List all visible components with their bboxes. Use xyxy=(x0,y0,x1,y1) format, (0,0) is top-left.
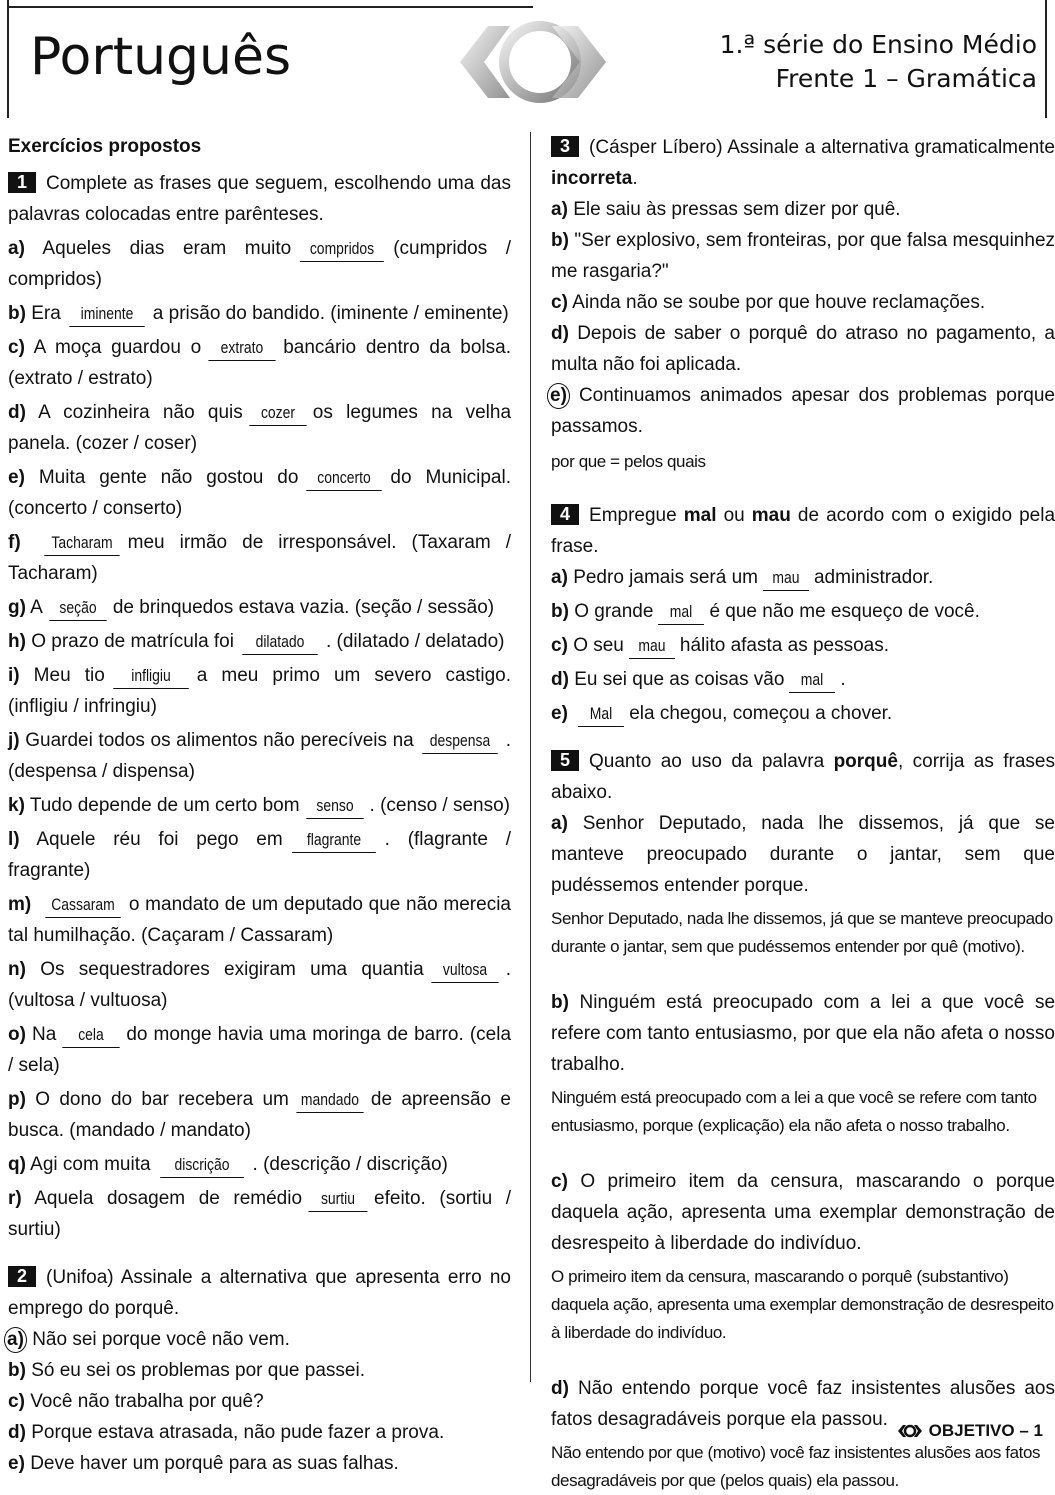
item-label: i) xyxy=(8,665,20,686)
item-text-after: . (flagrante / fragrante) xyxy=(8,829,511,881)
answer-blank: infligiu xyxy=(113,664,188,689)
item-label: d) xyxy=(551,1378,569,1399)
correction-item xyxy=(551,808,1055,901)
page-footer xyxy=(897,1420,1043,1442)
question-5-prompt: 5 Quanto ao uso da palavra porquê, corrija as frases abaixo. xyxy=(551,750,1055,803)
item-text-after: . xyxy=(840,669,846,690)
question-1-prompt: 1 Complete as frases que seguem, escolhendo uma das palavras colocadas entre parênteses. xyxy=(8,172,511,225)
item-text-after: de brinquedos estava vazia. (seção / sessão) xyxy=(112,597,495,618)
item-label: c) xyxy=(8,337,25,358)
item-text-before: Tudo depende de um certo bom xyxy=(29,795,300,816)
answer-blank: surtiu xyxy=(309,1187,368,1212)
fill-in-item xyxy=(8,332,511,394)
item-text: Não entendo porque você faz insistentes alusões aos fatos desagradáveis porque ela passou. xyxy=(551,1378,1055,1430)
item-text-before: Agi com muita xyxy=(30,1154,151,1175)
question-2-prompt: 2 (Unifoa) Assinale a alternativa que apresenta erro no emprego do porquê. xyxy=(8,1266,511,1319)
item-text-after: a meu primo um severo castigo. (infligiu / infringiu) xyxy=(8,665,511,717)
item-text-after: bancário dentro da bolsa. (extrato / estrato) xyxy=(8,337,512,389)
item-label: a) xyxy=(8,238,25,259)
option-label: a) xyxy=(551,199,568,220)
option-item xyxy=(551,194,1055,225)
option-label: d) xyxy=(8,1422,26,1443)
correction-item xyxy=(551,987,1055,1080)
item-text-after: . (dilatado / delatado) xyxy=(325,631,505,652)
fill-in-item xyxy=(551,630,1055,661)
fill-in-item xyxy=(8,233,511,295)
page-header xyxy=(0,0,1055,122)
option-item xyxy=(8,1324,511,1355)
front-label: Frente 1 – Gramática xyxy=(775,64,1037,93)
item-text-after: efeito. (sortiu / surtiu) xyxy=(8,1188,511,1240)
option-item xyxy=(8,1355,511,1386)
option-text: Você não trabalha por quê? xyxy=(30,1391,264,1412)
item-label: j) xyxy=(8,730,20,751)
answer-blank: cozer xyxy=(249,401,306,426)
answer-blank: Mal xyxy=(578,702,624,727)
item-text-after: administrador. xyxy=(813,567,934,588)
option-text: Não sei porque você não vem. xyxy=(32,1329,290,1350)
item-label: b) xyxy=(551,992,569,1013)
answer-blank: despensa xyxy=(422,729,497,754)
header-right-border xyxy=(1045,0,1047,118)
right-column xyxy=(551,132,1055,1495)
fill-in-item xyxy=(8,660,511,722)
column-divider xyxy=(530,132,531,1382)
subject-title: Português xyxy=(30,27,292,87)
item-label: b) xyxy=(8,303,26,324)
item-label: m) xyxy=(8,894,32,915)
answer-blank: Cassaram xyxy=(45,893,120,918)
option-label: e) xyxy=(8,1453,25,1474)
handwritten-answer: Ninguém está preocupado com a lei a que você se refere com tanto entusiasmo, porque (explicação) ela não afeta o nosso trabalho. xyxy=(551,1088,1037,1135)
item-text-before: Aquele réu foi pego em xyxy=(36,829,283,850)
answer-blank: mau xyxy=(629,634,675,659)
answer-blank: dilatado xyxy=(242,630,317,655)
option-item xyxy=(551,225,1055,287)
question-number: 5 xyxy=(551,750,579,771)
item-label: e) xyxy=(8,467,25,488)
item-text-after: (cumpridos / compridos) xyxy=(8,238,512,290)
item-label: a) xyxy=(551,813,568,834)
option-item xyxy=(8,1417,511,1448)
answer-blank: iminente xyxy=(69,302,144,327)
answer-blank: Tacharam xyxy=(44,531,119,556)
item-label: d) xyxy=(8,402,26,423)
option-text: Ele saiu às pressas sem dizer por quê. xyxy=(573,199,901,220)
option-label: d) xyxy=(551,323,569,344)
handwritten-answer: Senhor Deputado, nada lhe dissemos, já que se manteve preocupado durante o jantar, sem que pudéssemos entender por quê (motivo). xyxy=(551,909,1053,956)
question-5-items xyxy=(551,808,1055,1495)
item-label: a) xyxy=(551,567,568,588)
option-item xyxy=(551,380,1055,442)
item-text-before: Guardei todos os alimentos não perecíveis na xyxy=(25,730,414,751)
option-text: Continuamos animados apesar dos problemas porque passamos. xyxy=(551,385,1055,437)
footer-brand: OBJETIVO xyxy=(928,1421,1015,1440)
question-number: 1 xyxy=(8,172,36,193)
item-text-after: . (censo / senso) xyxy=(369,795,510,816)
item-text: Ninguém está preocupado com a lei a que você se refere com tanto entusiasmo, por que ela não afeta o nosso trabalho. xyxy=(551,992,1055,1075)
answer-blank: cela xyxy=(63,1023,120,1048)
answer-blank: vultosa xyxy=(431,958,498,983)
fill-in-item xyxy=(551,664,1055,695)
answer-blank: mal xyxy=(789,668,835,693)
item-text-after: . (vultosa / vultuosa) xyxy=(8,959,511,1011)
handwritten-answer: Não entendo por que (motivo) você faz insistentes alusões aos fatos desagradáveis por que (pelos quais) ela passou. xyxy=(551,1443,1041,1490)
item-text-before: Era xyxy=(31,303,61,324)
item-text-after: ela chegou, começou a chover. xyxy=(629,703,893,724)
grade-label: 1.ª série do Ensino Médio xyxy=(719,30,1037,59)
item-text-before: Eu sei que as coisas vão xyxy=(574,669,785,690)
item-text-before: A cozinheira não quis xyxy=(38,402,243,423)
answer-blank: mal xyxy=(658,600,704,625)
fill-in-item xyxy=(8,790,511,821)
left-column xyxy=(8,132,511,1479)
item-text-before: O grande xyxy=(574,601,654,622)
fill-in-item xyxy=(8,1183,511,1245)
option-label: c) xyxy=(8,1391,25,1412)
fill-in-item xyxy=(8,462,511,524)
item-label: d) xyxy=(551,669,569,690)
answer-blank: senso xyxy=(306,794,363,819)
fill-in-item xyxy=(8,1149,511,1180)
option-item xyxy=(551,287,1055,318)
item-text-before: O seu xyxy=(573,635,624,656)
item-label: p) xyxy=(8,1089,26,1110)
question-2-options xyxy=(8,1324,511,1479)
answer-blank: compridos xyxy=(300,237,384,262)
option-item xyxy=(8,1448,511,1479)
answer-blank: flagrante xyxy=(292,828,376,853)
fill-in-item xyxy=(8,725,511,787)
page-number: – 1 xyxy=(1019,1421,1043,1440)
item-text-before: Os sequestradores exigiram uma quantia xyxy=(40,959,424,980)
fill-in-item xyxy=(8,397,511,459)
answer-blank: concerto xyxy=(307,466,382,491)
fill-in-item xyxy=(551,698,1055,729)
item-label: g) xyxy=(8,597,26,618)
item-label: e) xyxy=(551,703,568,724)
selected-option-label: e) xyxy=(547,383,570,409)
item-text-after: do Municipal. (concerto / conserto) xyxy=(8,467,511,519)
item-label: q) xyxy=(8,1154,26,1175)
item-label: n) xyxy=(8,959,26,980)
header-left-border xyxy=(7,0,9,118)
fill-in-item xyxy=(8,626,511,657)
header-top-border xyxy=(7,6,533,8)
question-4-items xyxy=(551,562,1055,732)
item-label: r) xyxy=(8,1188,22,1209)
item-text-before: O prazo de matrícula foi xyxy=(31,631,234,652)
option-item xyxy=(551,318,1055,380)
item-text-before: Aqueles dias eram muito xyxy=(42,238,292,259)
item-text-after: é que não me esqueço de você. xyxy=(709,601,980,622)
question-3-options xyxy=(551,194,1055,442)
option-text: Depois de saber o porquê do atraso no pagamento, a multa não foi aplicada. xyxy=(551,323,1055,375)
fill-in-item xyxy=(8,1019,511,1081)
item-text-before: A xyxy=(30,597,43,618)
fill-in-item xyxy=(551,562,1055,593)
fill-in-item xyxy=(8,527,511,589)
selected-option-label: a) xyxy=(4,1327,27,1353)
option-item xyxy=(8,1386,511,1417)
question-number: 3 xyxy=(551,136,579,157)
item-label: h) xyxy=(8,631,26,652)
option-text: Deve haver um porquê para as suas falhas. xyxy=(30,1453,399,1474)
answer-blank: mandado xyxy=(296,1088,363,1113)
fill-in-item xyxy=(551,596,1055,627)
section-title: Exercícios propostos xyxy=(8,136,202,157)
item-label: l) xyxy=(8,829,20,850)
question-1-items xyxy=(8,233,511,1248)
item-text-after: do monge havia uma moringa de barro. (cela / sela) xyxy=(8,1024,512,1076)
item-text-after: meu irmão de irresponsável. (Taxaram / Tacharam) xyxy=(8,532,511,584)
item-text-before: Na xyxy=(32,1024,57,1045)
answer-blank: discrição xyxy=(160,1153,244,1178)
item-label: k) xyxy=(8,795,25,816)
item-text-before: Pedro jamais será um xyxy=(573,567,758,588)
option-text: Só eu sei os problemas por que passei. xyxy=(31,1360,365,1381)
item-text-after: o mandato de um deputado que não merecia tal humilhação. (Caçaram / Cassaram) xyxy=(8,894,511,946)
item-text-before: O dono do bar recebera um xyxy=(35,1089,289,1110)
item-text-after: . (despensa / dispensa) xyxy=(8,730,512,782)
item-text-after: de apreensão e busca. (mandado / mandato) xyxy=(8,1089,512,1141)
item-label: o) xyxy=(8,1024,26,1045)
fill-in-item xyxy=(8,889,511,951)
item-text: Senhor Deputado, nada lhe dissemos, já que se manteve preocupado durante o jantar, sem que pudéssemos entender porque. xyxy=(551,813,1055,896)
item-text-before: Muita gente não gostou do xyxy=(38,467,299,488)
answer-blank: seção xyxy=(49,596,106,621)
fill-in-item xyxy=(8,298,511,329)
question-number: 4 xyxy=(551,504,579,525)
item-text-before: Aquela dosagem de remédio xyxy=(34,1188,303,1209)
objetivo-logo-icon xyxy=(440,16,620,108)
option-text: "Ser explosivo, sem fronteiras, por que falsa mesquinhez me rasgaria?" xyxy=(551,230,1055,282)
question-number: 2 xyxy=(8,1266,36,1287)
option-text: Ainda não se soube por que houve reclamações. xyxy=(572,292,986,313)
item-text-after: os legumes na velha panela. (cozer / coser) xyxy=(8,402,512,454)
handwritten-answer: O primeiro item da censura, mascarando o porquê (substantivo) daquela ação, apresenta uma exemplar demonstração de desrespeito à liberdade do indivíduo. xyxy=(551,1267,1054,1342)
item-text-before: A moça guardou o xyxy=(33,337,202,358)
objetivo-small-logo-icon xyxy=(897,1423,923,1439)
item-label: f) xyxy=(8,532,21,553)
item-text-after: hálito afasta as pessoas. xyxy=(679,635,890,656)
option-label: b) xyxy=(8,1360,26,1381)
fill-in-item xyxy=(8,1084,511,1146)
answer-blank: extrato xyxy=(209,336,276,361)
item-text-after: . (descrição / discrição) xyxy=(252,1154,448,1175)
correction-item xyxy=(551,1166,1055,1259)
item-label: c) xyxy=(551,635,568,656)
fill-in-item xyxy=(8,824,511,886)
fill-in-item xyxy=(8,592,511,623)
option-label: b) xyxy=(551,230,569,251)
item-label: b) xyxy=(551,601,569,622)
item-text: O primeiro item da censura, mascarando o porque daquela ação, apresenta uma exemplar demonstração de desrespeito à liberdade do indivíduo. xyxy=(551,1171,1055,1254)
question-4-prompt: 4 Empregue mal ou mau de acordo com o exigido pela frase. xyxy=(551,504,1055,557)
item-text-before: Meu tio xyxy=(33,665,105,686)
item-label: c) xyxy=(551,1171,568,1192)
question-3-prompt: 3 (Cásper Líbero) Assinale a alternativa gramaticalmente incorreta. xyxy=(551,136,1055,189)
option-label: c) xyxy=(551,292,568,313)
fill-in-item xyxy=(8,954,511,1016)
answer-blank: mau xyxy=(763,566,809,591)
item-text-after: a prisão do bandido. (iminente / eminente) xyxy=(152,303,509,324)
question-3-note: por que = pelos quais xyxy=(551,452,706,471)
option-text: Porque estava atrasada, não pude fazer a prova. xyxy=(31,1422,445,1443)
